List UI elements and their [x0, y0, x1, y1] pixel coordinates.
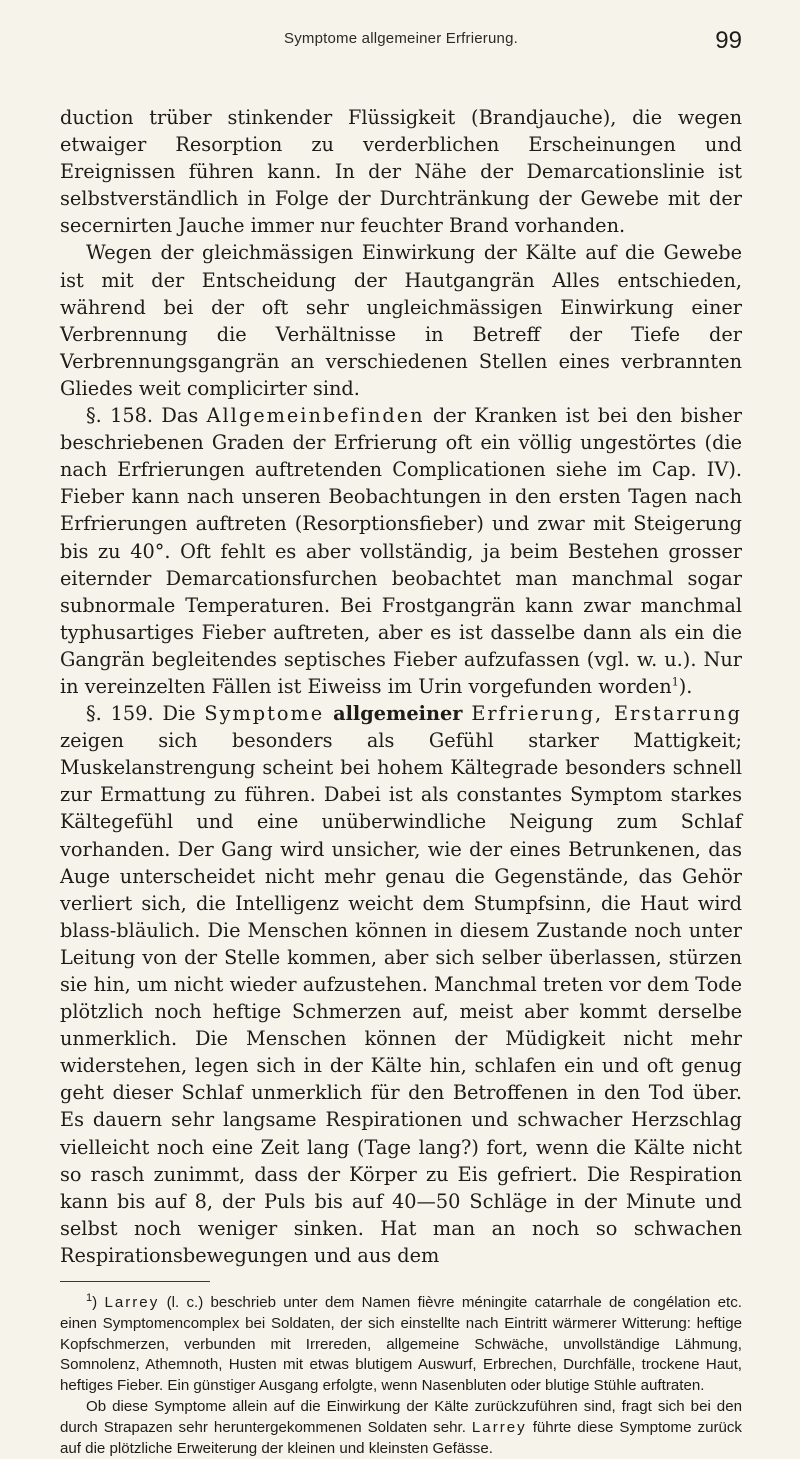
section-number: §. 159.: [86, 702, 154, 726]
section-keyword-bold: allgemeiner: [333, 702, 463, 726]
footnote-author: Larrey: [471, 1418, 527, 1436]
paragraph-text: der Kranken ist bei den bisher beschriebenen Graden der Erfrierung oft ein völlig ungestörtes (die nach Erfrierungen auftretenden Complicationen siehe im Cap. IV). Fieber kann nach unseren Beobachtungen in den ersten Tagen nach Erfrierungen auftreten (Resorptionsfieber) und zwar mit Steigerung bis zu 40°. Oft fehlt es aber vollständig, ja beim Bestehen grosser eiternder Demarcationsfurchen beobachtet man manchmal sogar subnormale Temperaturen. Bei Frostgangrän kann zwar manchmal typhusartiges Fieber auftreten, aber es ist dasselbe dann als ein die Gangrän begleitendes septisches Fieber aufzufassen (vgl. w. u.). Nur in vereinzelten Fällen ist Eiweiss im Urin vorgefunden worden: [60, 404, 742, 698]
footnote-text: führte diese Symptome zurück auf die plötzliche Erweiterung der kleinen und kleinsten Gefässe.: [60, 1418, 742, 1457]
footnote-1-continuation: [60, 1397, 742, 1459]
running-head: [60, 0, 742, 60]
main-text: [60, 104, 742, 1269]
running-title: Symptome allgemeiner Erfrierung.: [284, 30, 518, 47]
section-keyword: Allgemeinbefinden: [206, 404, 425, 428]
paragraph-text: Wegen der gleichmässigen Einwirkung der Kälte auf die Gewebe ist mit der Entscheidung der Hautgangrän Alles entschieden, während bei der oft sehr ungleichmässigen Einwirkung einer Verbrennung die Verhältnisse in Betreff der Tiefe der Verbrennungsgangrän an verschiedenen Stellen eines verbrannten Gliedes weit complicirter sind.: [60, 241, 742, 400]
footnote-author: Larrey: [104, 1294, 160, 1312]
footnote-text: Ob diese Symptome allein auf die Einwirkung der Kälte zurückzuführen sind, fragt sich bei den durch Strapazen sehr heruntergekommenen Soldaten sehr.: [60, 1398, 742, 1436]
paragraph-gangrene-comparison: [60, 239, 742, 402]
section-keyword: Erfrierung, Erstarrung: [471, 702, 742, 726]
paragraph-text: duction trüber stinkender Flüssigkeit (Brandjauche), die wegen etwaiger Resorption zu verderblichen Erscheinungen und Ereignissen führen kann. In der Nähe der Demarcationslinie ist selbstverständlich in Folge der Durchtränkung der Gewebe mit der secernirten Jauche immer nur feuchter Brand vorhanden.: [60, 106, 742, 238]
paragraph-continuation: [60, 104, 742, 239]
footnote-text: (l. c.) beschrieb unter dem Namen fièvre méningite catarrhale de congélation etc. einen Symptomencomplex bei Soldaten, der sich einstellte nach Eintritt wärmerer Witterung: heftige Kopfschmerzen, verbunden mit Irrereden, allgemeine Schwäche, unvollständige Lähmung, Somnolenz, Athemnoth, Husten mit etwas blutigem Auswurf, Erbrechen, Durchfälle, trockene Haut, heftiges Fieber. Ein günstiger Ausgang erfolgte, wenn Nasenbluten oder blutige Stühle auftraten.: [60, 1294, 742, 1395]
section-159: [60, 700, 742, 1269]
page-number: 99: [715, 27, 742, 54]
footnote-reference[interactable]: 1: [671, 675, 679, 689]
section-lead-word: Das: [161, 404, 199, 428]
footnotes: [60, 1293, 742, 1459]
footnote-divider: [60, 1281, 210, 1282]
paragraph-text-end: ).: [678, 674, 693, 698]
footnote-1: $^1$) Larrey (l. c.) beschrieb unter dem Namen fièvre méningite catarrhale de congélation etc. einen Symptomencomplex bei Soldaten, der sich einstellte nach Eintritt wärmerer Witterung: heftige Kopfschmerzen, verbunden mit Irrereden, allgemeine Schwäche, unvollständige Lähmung, Somnolenz, Athemnoth, Husten mit etwas blutigem Auswurf, Erbrechen, Durchfälle, trockene Haut, heftiges Fieber. Ein günstiger Ausgang erfolgte, wenn Nasenbluten oder blutige Stühle auftraten.: [60, 1292, 742, 1395]
paragraph-text: zeigen sich besonders als Gefühl starker Mattigkeit; Muskelanstrengung scheint bei hohem Kältegrade besonders schnell zur Ermattung zu führen. Dabei ist als constantes Symptom starkes Kältegefühl und eine unüberwindliche Neigung zum Schlaf vorhanden. Der Gang wird unsicher, wie der eines Betrunkenen, das Auge unterscheidet nicht mehr genau die Gegenstände, das Gehör verliert sich, die Intelligenz weicht dem Stumpfsinn, die Haut wird blass-bläulich. Die Menschen können in diesem Zustande noch unter Leitung von der Stelle kommen, aber sich selber überlassen, stürzen sie hin, um nicht wieder aufzustehen. Manchmal treten vor dem Tode plötzlich noch heftige Schmerzen auf, meist aber kommt derselbe unmerklich. Die Menschen können der Müdigkeit nicht mehr widerstehen, legen sich in der Kälte hin, schlafen ein und oft genug geht dieser Schlaf unmerklich für den Betroffenen in den Tod über. Es dauern sehr langsame Respirationen und schwacher Herzschlag vielleicht noch eine Zeit lang (Tage lang?) fort, wenn die Kälte nicht so rasch zunimmt, dass der Körper zu Eis gefriert. Die Respiration kann bis auf 8, der Puls bis auf 40—50 Schläge in der Minute und selbst noch weniger sinken. Hat man an noch so schwachen Respirationsbewegungen und aus dem: [60, 729, 742, 1267]
section-keyword: Symptome: [204, 702, 325, 726]
section-158: [60, 402, 742, 700]
section-number: §. 158.: [86, 404, 154, 428]
section-lead-word: Die: [162, 702, 196, 726]
footnote-marker: 1: [86, 1292, 93, 1304]
